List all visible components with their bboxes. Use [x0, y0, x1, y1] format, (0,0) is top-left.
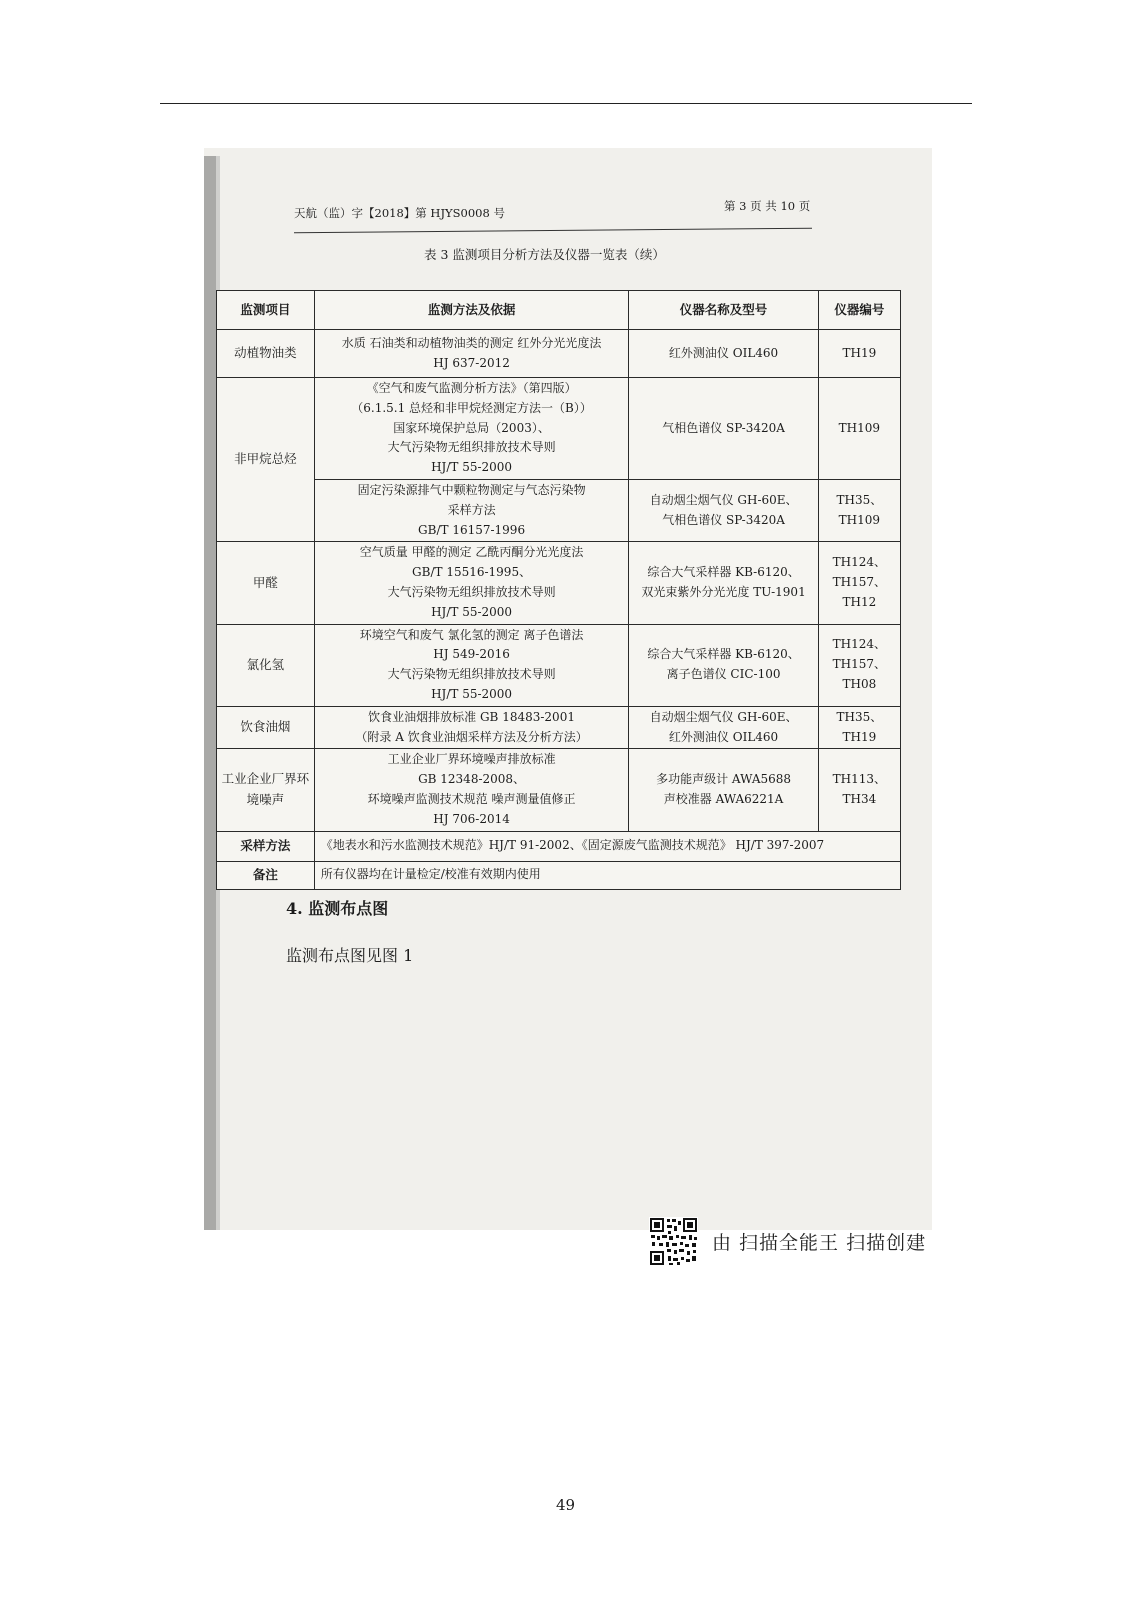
method-line: 工业企业厂界环境噪声排放标准 — [387, 752, 556, 767]
method-line: 环境噪声监测技术规范 噪声测量值修正 — [367, 791, 576, 806]
number-line: TH19 — [842, 345, 877, 360]
number-line: TH124、 — [832, 555, 887, 570]
table-row — [217, 330, 901, 378]
methods-table — [216, 290, 901, 890]
number-line: TH08 — [842, 677, 877, 692]
instrument-line: 离子色谱仪 CIC-100 — [666, 667, 781, 682]
report-number: 天航（监）字【2018】第 HJYS0008 号 — [294, 206, 505, 220]
method-cell — [314, 378, 629, 480]
number-cell — [818, 542, 900, 624]
method-line: 国家环境保护总局（2003）、 — [393, 420, 550, 435]
column-header-item: 监测项目 — [217, 291, 315, 330]
table-row — [217, 861, 901, 889]
method-line: 《空气和废气监测分析方法》（第四版） — [366, 381, 577, 395]
number-cell — [818, 706, 900, 749]
table-row — [217, 542, 901, 624]
item-cell: 工业企业厂界环境噪声 — [217, 749, 315, 831]
method-line: HJ/T 55-2000 — [431, 460, 513, 475]
number-line: TH124、 — [832, 637, 887, 652]
method-cell — [314, 479, 629, 541]
scan-shadow-edge — [204, 156, 216, 1230]
number-line: TH12 — [842, 594, 877, 609]
table-header-row — [217, 291, 901, 330]
method-line: GB/T 15516-1995、 — [412, 565, 532, 580]
method-line: HJ 549-2016 — [433, 647, 510, 662]
header-rule — [294, 228, 812, 234]
method-cell — [314, 749, 629, 831]
number-cell — [818, 749, 900, 831]
method-cell — [314, 330, 629, 378]
number-line: TH19 — [842, 729, 877, 744]
method-cell — [314, 542, 629, 624]
number-cell — [818, 624, 900, 706]
method-line: 大气污染物无组织排放技术导则 — [387, 440, 556, 455]
sampling-text: 《地表水和污水监测技术规范》HJ/T 91-2002、《固定源废气监测技术规范》 HJ/T 397-2007 — [314, 831, 900, 861]
instrument-line: 声校准器 AWA6221A — [663, 791, 784, 806]
column-header-method: 监测方法及依据 — [314, 291, 629, 330]
method-line: HJ 637-2012 — [433, 355, 510, 370]
page-number: 49 — [555, 1496, 576, 1514]
instrument-line: 自动烟尘烟气仪 GH-60E、 — [649, 492, 798, 507]
method-line: （附录 A 饮食业油烟采样方法及分析方法） — [355, 729, 588, 744]
method-line: 大气污染物无组织排放技术导则 — [387, 667, 556, 682]
item-cell: 饮食油烟 — [217, 706, 315, 749]
instrument-line: 红外测油仪 OIL460 — [668, 729, 779, 744]
number-cell — [818, 479, 900, 541]
instrument-line: 综合大气采样器 KB-6120、 — [647, 565, 800, 580]
method-line: HJ/T 55-2000 — [431, 686, 513, 701]
section-text: 监测布点图见图 1 — [286, 946, 414, 965]
table-row — [217, 706, 901, 749]
number-line: TH35、 — [836, 709, 883, 724]
method-line: 固定污染源排气中颗粒物测定与气态污染物 — [357, 482, 586, 497]
method-cell — [314, 624, 629, 706]
table-row — [217, 624, 901, 706]
instrument-line: 气相色谱仪 SP-3420A — [662, 420, 785, 435]
instrument-cell — [629, 749, 818, 831]
instrument-line: 气相色谱仪 SP-3420A — [662, 512, 785, 527]
instrument-cell — [629, 706, 818, 749]
number-line: TH34 — [842, 791, 877, 806]
top-rule — [160, 103, 972, 104]
item-cell: 氯化氢 — [217, 624, 315, 706]
item-cell: 甲醛 — [217, 542, 315, 624]
instrument-line: 自动烟尘烟气仪 GH-60E、 — [649, 709, 798, 724]
method-line: （6.1.5.1 总烃和非甲烷烃测定方法一（B）） — [351, 400, 592, 415]
item-cell: 动植物油类 — [217, 330, 315, 378]
number-line: TH109 — [838, 420, 881, 435]
page-counter: 第 3 页 共 10 页 — [724, 199, 811, 213]
table-row — [217, 479, 901, 541]
instrument-cell — [629, 624, 818, 706]
instrument-cell — [629, 330, 818, 378]
remark-text: 所有仪器均在计量检定/校准有效期内使用 — [314, 861, 900, 889]
number-line: TH35、 — [836, 492, 883, 507]
instrument-line: 红外测油仪 OIL460 — [668, 345, 779, 360]
qr-code-icon — [649, 1217, 698, 1266]
instrument-cell — [629, 542, 818, 624]
instrument-cell — [629, 479, 818, 541]
method-line: 水质 石油类和动植物油类的测定 红外分光光度法 — [341, 335, 602, 350]
method-cell — [314, 706, 629, 749]
method-line: GB 12348-2008、 — [418, 772, 526, 787]
section-heading: 4. 监测布点图 — [286, 899, 389, 918]
item-cell: 非甲烷总烃 — [217, 378, 315, 542]
scan-credit: 由 扫描全能王 扫描创建 — [712, 1232, 927, 1254]
table-row — [217, 831, 901, 861]
number-line: TH157、 — [832, 657, 887, 672]
instrument-line: 双光束紫外分光光度 TU-1901 — [641, 584, 806, 599]
method-line: 采样方法 — [447, 502, 496, 517]
table-row — [217, 749, 901, 831]
method-line: 饮食业油烟排放标准 GB 18483-2001 — [368, 709, 575, 724]
number-line: TH109 — [838, 512, 881, 527]
scanned-page — [204, 148, 932, 1230]
table-title: 表 3 监测项目分析方法及仪器一览表（续） — [424, 247, 665, 262]
remark-label: 备注 — [217, 861, 315, 889]
instrument-line: 多功能声级计 AWA5688 — [656, 772, 792, 787]
method-line: 大气污染物无组织排放技术导则 — [387, 584, 556, 599]
instrument-line: 综合大气采样器 KB-6120、 — [647, 647, 800, 662]
number-line: TH157、 — [832, 575, 887, 590]
instrument-cell — [629, 378, 818, 480]
number-line: TH113、 — [832, 772, 887, 787]
method-line: HJ 706-2014 — [433, 811, 510, 826]
method-line: HJ/T 55-2000 — [431, 604, 513, 619]
column-header-instrument: 仪器名称及型号 — [629, 291, 818, 330]
method-line: 环境空气和废气 氯化氢的测定 离子色谱法 — [359, 627, 584, 642]
number-cell — [818, 378, 900, 480]
method-line: GB/T 16157-1996 — [418, 522, 526, 537]
number-cell — [818, 330, 900, 378]
method-line: 空气质量 甲醛的测定 乙酰丙酮分光光度法 — [359, 545, 584, 560]
sampling-label: 采样方法 — [217, 831, 315, 861]
table-row — [217, 378, 901, 480]
column-header-number: 仪器编号 — [818, 291, 900, 330]
